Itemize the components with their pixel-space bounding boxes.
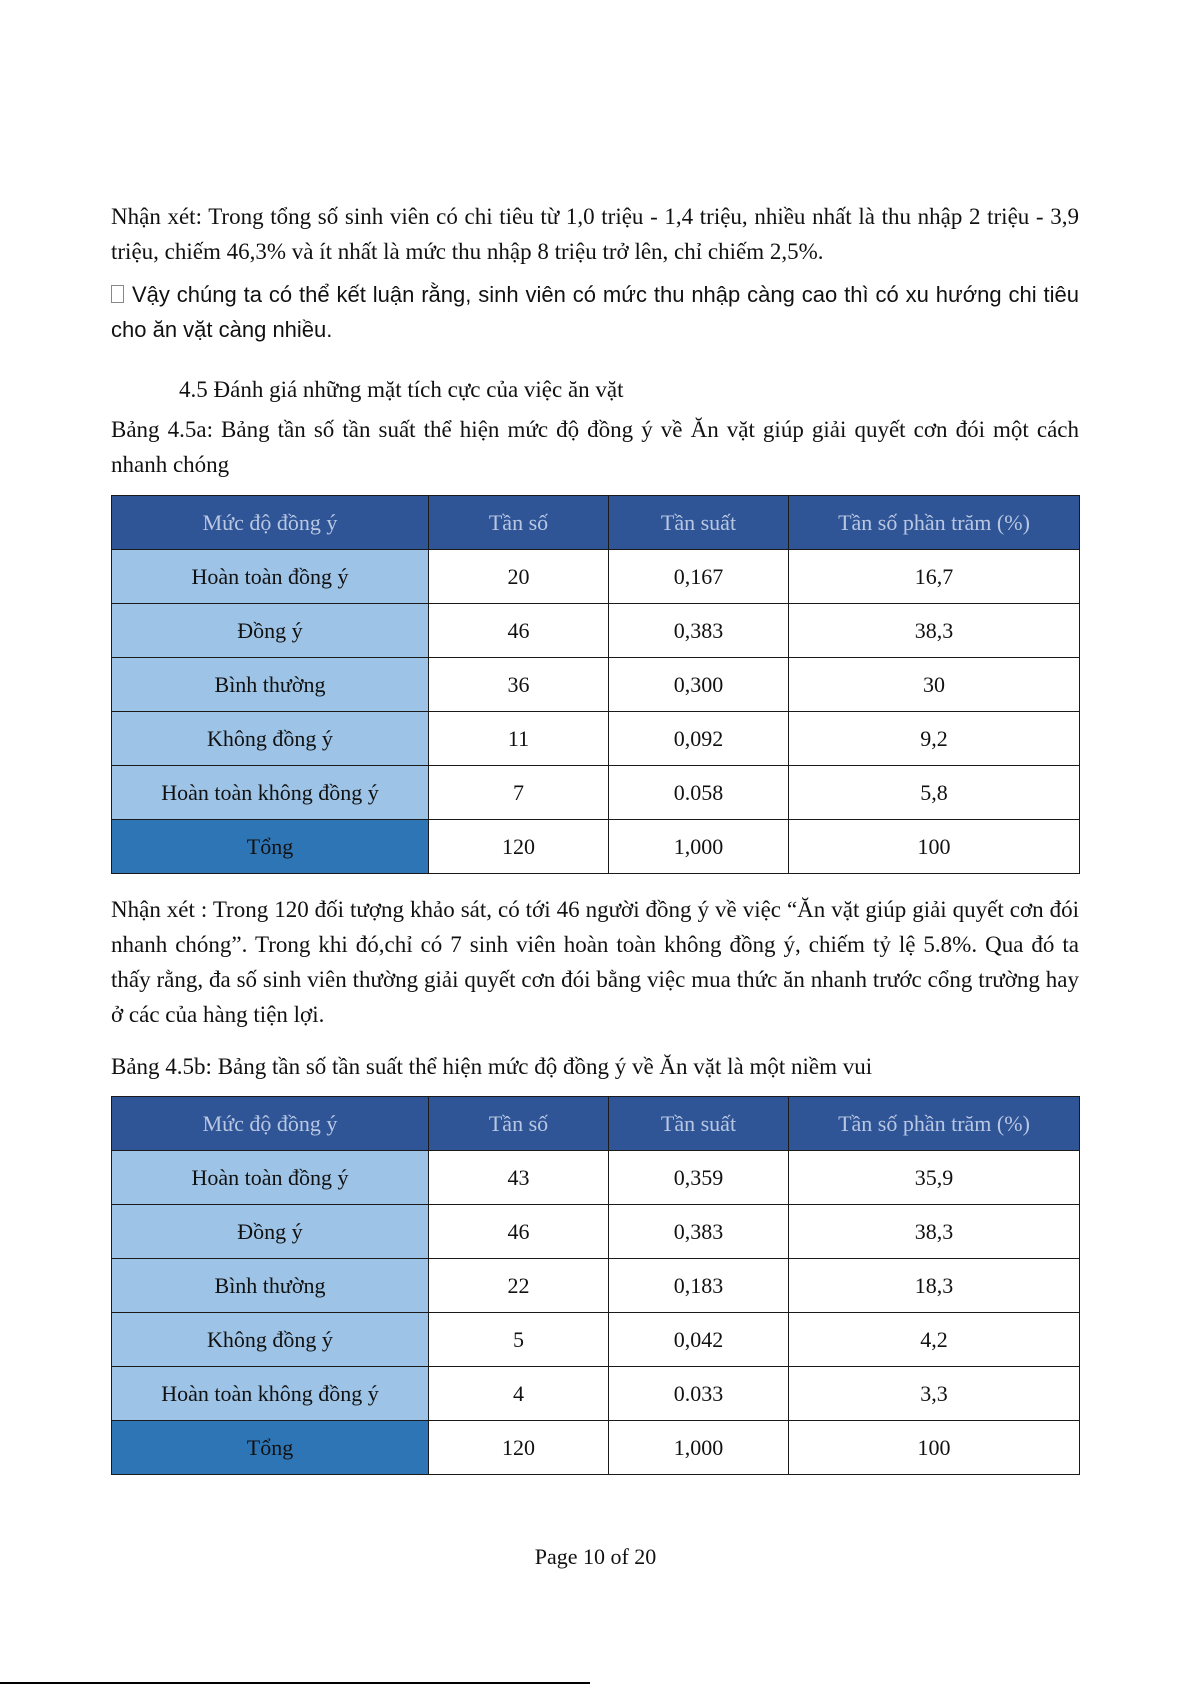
category-cell: Hoàn toàn không đồng ý [112, 766, 429, 820]
category-cell: Đồng ý [112, 1205, 429, 1259]
category-cell: Hoàn toàn đồng ý [112, 1151, 429, 1205]
percent-cell: 9,2 [789, 712, 1080, 766]
frequency-cell: 22 [429, 1259, 609, 1313]
relative-frequency-cell: 0.058 [609, 766, 789, 820]
percent-cell: 30 [789, 658, 1080, 712]
frequency-cell: 20 [429, 550, 609, 604]
total-relative-frequency-cell: 1,000 [609, 820, 789, 874]
table-row [112, 712, 1080, 766]
header-relative-frequency: Tần suất [609, 1097, 789, 1151]
table-row [112, 604, 1080, 658]
table-row [112, 550, 1080, 604]
percent-cell: 16,7 [789, 550, 1080, 604]
comment-hunger-quickly: Nhận xét : Trong 120 đối tượng khảo sát, có tới 46 người đồng ý về việc “Ăn vặt giúp giải quyết cơn đói nhanh chóng”. Trong khi đó,chỉ có 7 sinh viên hoàn toàn không đồng ý, chiếm tỷ lệ 5.8%. Qua đó ta thấy rằng, đa số sinh viên thường giải quyết cơn đói bằng việc mua thức ăn nhanh trước cổng trường hay ở các của hàng tiện lợi. [111, 897, 1079, 1027]
table-b-caption: Bảng 4.5b: Bảng tần số tần suất thể hiện mức độ đồng ý về Ăn vặt là một niềm vui [111, 1054, 873, 1079]
total-frequency-cell: 120 [429, 1421, 609, 1475]
relative-frequency-cell: 0.033 [609, 1367, 789, 1421]
table-header-row [112, 1097, 1080, 1151]
category-cell: Hoàn toàn không đồng ý [112, 1367, 429, 1421]
comment-income-spending: Nhận xét: Trong tổng số sinh viên có chi tiêu từ 1,0 triệu - 1,4 triệu, nhiều nhất là thu nhập 2 triệu - 3,9 triệu, chiếm 46,3% và ít nhất là mức thu nhập 8 triệu trở lên, chỉ chiếm 2,5%. [111, 204, 1079, 264]
table-row [112, 1367, 1080, 1421]
frequency-cell: 36 [429, 658, 609, 712]
table-row [112, 658, 1080, 712]
percent-cell: 3,3 [789, 1367, 1080, 1421]
relative-frequency-cell: 0,383 [609, 1205, 789, 1259]
relative-frequency-cell: 0,167 [609, 550, 789, 604]
percent-cell: 38,3 [789, 604, 1080, 658]
table-row [112, 1313, 1080, 1367]
category-cell: Hoàn toàn đồng ý [112, 550, 429, 604]
header-frequency: Tần số [429, 1097, 609, 1151]
percent-cell: 5,8 [789, 766, 1080, 820]
relative-frequency-cell: 0,183 [609, 1259, 789, 1313]
frequency-cell: 7 [429, 766, 609, 820]
frequency-cell: 11 [429, 712, 609, 766]
relative-frequency-cell: 0,092 [609, 712, 789, 766]
table-row [112, 1205, 1080, 1259]
frequency-cell: 46 [429, 1205, 609, 1259]
relative-frequency-cell: 0,042 [609, 1313, 789, 1367]
frequency-cell: 4 [429, 1367, 609, 1421]
category-cell: Bình thường [112, 658, 429, 712]
total-relative-frequency-cell: 1,000 [609, 1421, 789, 1475]
percent-cell: 18,3 [789, 1259, 1080, 1313]
conclusion-text: Vậy chúng ta có thể kết luận rằng, sinh viên có mức thu nhập càng cao thì có xu hướng chi tiêu cho ăn vặt càng nhiều. [111, 282, 1079, 342]
table-row [112, 1151, 1080, 1205]
category-cell: Đồng ý [112, 604, 429, 658]
section-heading: 4.5 Đánh giá những mặt tích cực của việc ăn vặt [179, 377, 624, 402]
footer-divider [0, 1682, 590, 1684]
conclusion-paragraph [111, 277, 1079, 347]
header-agreement-level: Mức độ đồng ý [112, 496, 429, 550]
header-agreement-level: Mức độ đồng ý [112, 1097, 429, 1151]
total-percent-cell: 100 [789, 1421, 1080, 1475]
table-row [112, 1259, 1080, 1313]
percent-cell: 35,9 [789, 1151, 1080, 1205]
total-percent-cell: 100 [789, 820, 1080, 874]
category-cell: Bình thường [112, 1259, 429, 1313]
total-frequency-cell: 120 [429, 820, 609, 874]
frequency-cell: 5 [429, 1313, 609, 1367]
header-relative-frequency: Tần suất [609, 496, 789, 550]
table-a-caption: Bảng 4.5a: Bảng tần số tần suất thể hiện mức độ đồng ý về Ăn vặt giúp giải quyết cơn đói một cách nhanh chóng [111, 417, 1079, 477]
header-frequency: Tần số [429, 496, 609, 550]
table-total-row [112, 1421, 1080, 1475]
total-label-cell: Tổng [112, 820, 429, 874]
page-number: Page 10 of 20 [534, 1544, 657, 1569]
frequency-cell: 46 [429, 604, 609, 658]
total-label-cell: Tổng [112, 1421, 429, 1475]
relative-frequency-cell: 0,383 [609, 604, 789, 658]
category-cell: Không đồng ý [112, 1313, 429, 1367]
frequency-table-b [111, 1096, 1080, 1475]
percent-cell: 4,2 [789, 1313, 1080, 1367]
percent-cell: 38,3 [789, 1205, 1080, 1259]
relative-frequency-cell: 0,359 [609, 1151, 789, 1205]
table-header-row [112, 496, 1080, 550]
table-total-row [112, 820, 1080, 874]
category-cell: Không đồng ý [112, 712, 429, 766]
frequency-table-a [111, 495, 1080, 874]
header-percent: Tần số phần trăm (%) [789, 1097, 1080, 1151]
header-percent: Tần số phần trăm (%) [789, 496, 1080, 550]
relative-frequency-cell: 0,300 [609, 658, 789, 712]
checkbox-bullet-icon [111, 285, 124, 303]
frequency-cell: 43 [429, 1151, 609, 1205]
table-row [112, 766, 1080, 820]
